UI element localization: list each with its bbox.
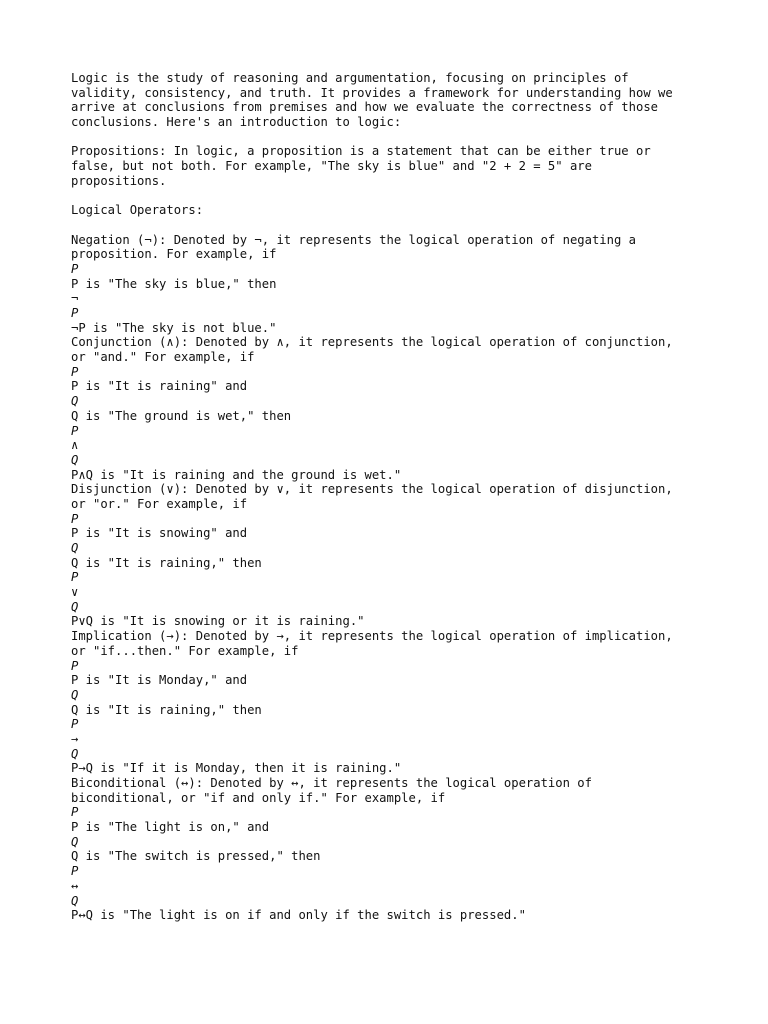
- blank-line: [71, 130, 731, 145]
- text-line: →: [71, 731, 79, 746]
- text-line: propositions.: [71, 173, 167, 188]
- text-line: Implication (→): Denoted by →, it represents the logical operation of implication,: [71, 629, 673, 644]
- text-line: Disjunction (∨): Denoted by ∨, it represents the logical operation of disjunction,: [71, 482, 673, 497]
- math-symbol-line: Q: [71, 394, 79, 409]
- text-line: or "or." For example, if: [71, 496, 248, 511]
- text-line: validity, consistency, and truth. It provides a framework for understanding how we: [71, 85, 673, 100]
- math-symbol-line: Q: [71, 541, 79, 555]
- text-line: P is "The sky is blue," then: [71, 276, 277, 291]
- math-symbol-line: P: [71, 805, 79, 820]
- math-symbol-line: Q: [71, 599, 79, 614]
- text-line: Q is "It is raining," then: [71, 555, 262, 570]
- blank-line: [71, 218, 731, 233]
- document-body: [71, 71, 731, 923]
- text-line: P↔Q is "The light is on if and only if the switch is pressed.": [71, 908, 526, 923]
- math-symbol-line: Q: [71, 746, 79, 761]
- math-symbol-line: Q: [71, 834, 79, 849]
- text-line: Conjunction (∧): Denoted by ∧, it represents the logical operation of conjunction,: [71, 335, 673, 350]
- text-line: arrive at conclusions from premises and how we evaluate the correctness of those: [71, 100, 658, 115]
- math-symbol-line: P: [71, 306, 79, 320]
- math-symbol-line: P: [71, 864, 79, 879]
- text-line: Logic is the study of reasoning and argumentation, focusing on principles of: [71, 71, 629, 85]
- text-line: Propositions: In logic, a proposition is a statement that can be either true or: [71, 144, 651, 159]
- math-symbol-line: Q: [71, 687, 79, 702]
- text-line: or "and." For example, if: [71, 350, 255, 365]
- text-line: P is "It is Monday," and: [71, 673, 248, 688]
- text-line: P∧Q is "It is raining and the ground is wet.": [71, 467, 402, 482]
- math-symbol-line: P: [71, 261, 79, 276]
- text-line: ¬: [71, 291, 79, 306]
- text-line: Negation (¬): Denoted by ¬, it represents the logical operation of negating a: [71, 232, 636, 247]
- math-symbol-line: P: [71, 423, 79, 438]
- text-line: P→Q is "If it is Monday, then it is raining.": [71, 761, 402, 776]
- text-line: ¬P is "The sky is not blue.": [71, 320, 277, 335]
- text-line: P is "The light is on," and: [71, 820, 270, 835]
- math-symbol-line: Q: [71, 452, 79, 467]
- text-line: biconditional, or "if and only if." For example, if: [71, 790, 446, 805]
- text-line: P is "It is snowing" and: [71, 526, 248, 541]
- text-line: false, but not both. For example, "The sky is blue" and "2 + 2 = 5" are: [71, 159, 592, 174]
- text-line: Q is "The ground is wet," then: [71, 408, 292, 423]
- text-line: Q is "It is raining," then: [71, 702, 262, 717]
- math-symbol-line: P: [71, 570, 79, 585]
- math-symbol-line: P: [71, 364, 79, 379]
- text-line: proposition. For example, if: [71, 247, 277, 262]
- text-line: ∧: [71, 438, 79, 453]
- text-line: ↔: [71, 878, 79, 893]
- text-line: Logical Operators:: [71, 203, 204, 218]
- text-line: P is "It is raining" and: [71, 379, 248, 394]
- blank-line: [71, 189, 731, 204]
- math-symbol-line: Q: [71, 893, 79, 908]
- text-line: Biconditional (↔): Denoted by ↔, it represents the logical operation of: [71, 776, 592, 790]
- text-line: or "if...then." For example, if: [71, 643, 299, 658]
- math-symbol-line: P: [71, 511, 79, 526]
- text-line: P∨Q is "It is snowing or it is raining.": [71, 614, 365, 629]
- text-line: Q is "The switch is pressed," then: [71, 849, 321, 864]
- math-symbol-line: P: [71, 658, 79, 673]
- math-symbol-line: P: [71, 717, 79, 732]
- text-line: conclusions. Here's an introduction to logic:: [71, 115, 402, 130]
- text-line: ∨: [71, 585, 79, 600]
